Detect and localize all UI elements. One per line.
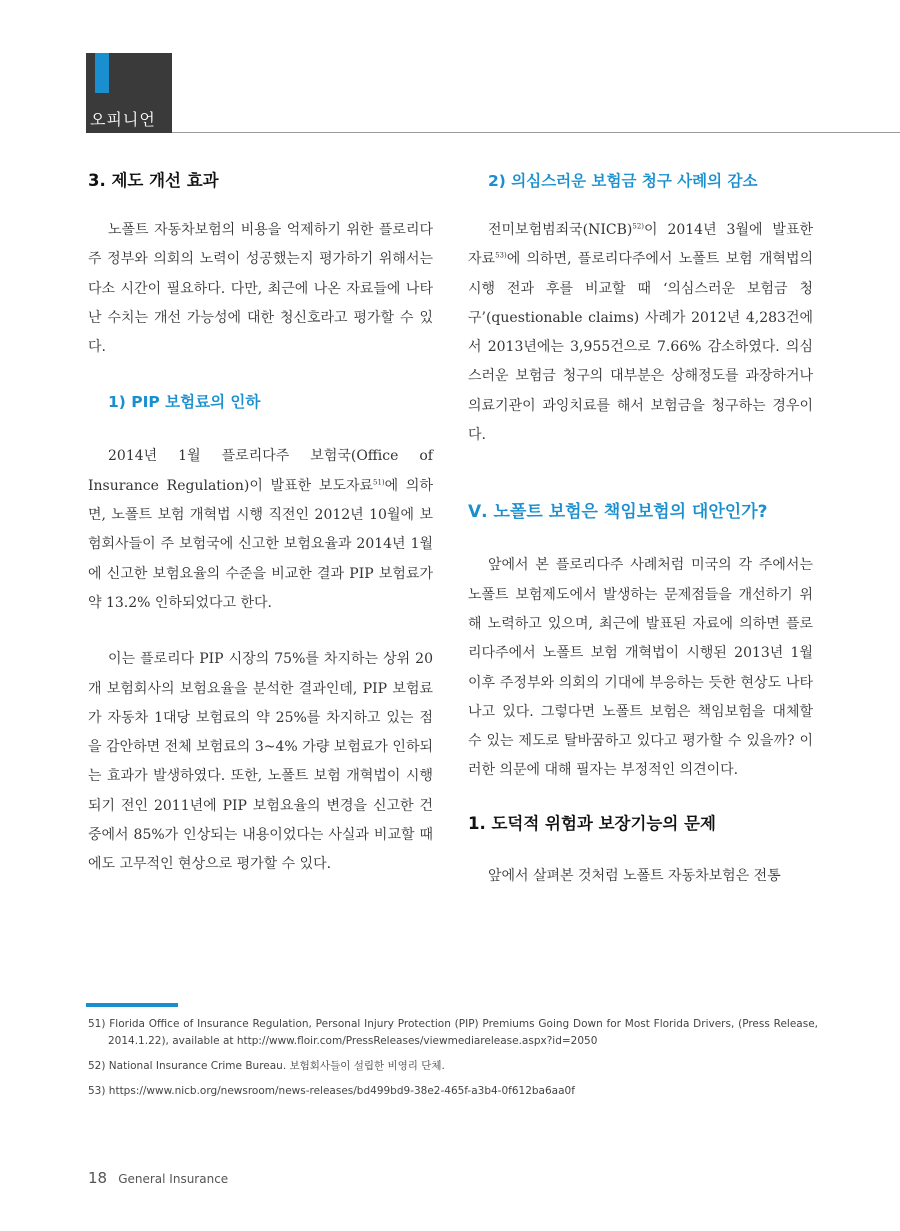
footnote-ref-51: 51) xyxy=(373,478,385,487)
footnotes xyxy=(88,1016,818,1108)
heading-system-improvement: 3. 제도 개선 효과 xyxy=(88,171,219,190)
footnote-ref-52: 52) xyxy=(632,222,645,231)
footnote-53: 53) https://www.nicb.org/newsroom/news-releases/bd499bd9-38e2-465f-a3b4-0f612ba6aa0f xyxy=(88,1085,575,1097)
footnote-ref-53: 53) xyxy=(495,251,507,260)
publication-name: General Insurance xyxy=(118,1172,229,1186)
paragraph-pip-premium xyxy=(88,442,433,618)
paragraph-nicb xyxy=(468,216,813,450)
page-number: 18 xyxy=(88,1169,108,1187)
paragraph-intro: 노폴트 자동차보험의 비용을 억제하기 위한 플로리다주 정부와 의회의 노력이 성공했는지 평가하기 위해서는 다소 시간이 필요하다. 다만, 최근에 나온 자료들에 나타난 수치는 개선 가능성에 대한 청신호라고 평가할 수 있다. xyxy=(88,222,433,356)
text-segment: 이 2014년 3월에 발표한 자료 xyxy=(468,222,813,268)
heading-no-fault-alternative: Ⅴ. 노폴트 보험은 책임보험의 대안인가? xyxy=(468,502,768,523)
footnote-52: 52) National Insurance Crime Bureau. 보험회사들이 설립한 비영리 단체. xyxy=(88,1060,445,1072)
section-label: 오피니언 xyxy=(90,110,156,129)
footnote-51: 51) Florida Office of Insurance Regulation, Personal Injury Protection (PIP) Premiums Going Down for Most Florida Drivers, (Press Release, 2014.1.22), available at http://www.floir.com/PressReleases/viewmediarelease.aspx?id=2050 xyxy=(88,1018,818,1047)
header-rule xyxy=(172,132,900,133)
heading-questionable-claims: 2) 의심스러운 보험금 청구 사례의 감소 xyxy=(488,172,758,190)
footnote-rule xyxy=(86,1003,178,1007)
right-column xyxy=(468,168,813,891)
paragraph-no-fault-alternative: 앞에서 본 플로리다주 사례처럼 미국의 각 주에서는 노폴트 보험제도에서 발생하는 문제점들을 개선하기 위해 노력하고 있으며, 최근에 발표된 자료에 의하면 플로리다주에서 노폴트 보험 개혁법이 시행된 2013년 1월 이후 주정부와 의회의 기대에 부응하는 듯한 현상도 나타나고 있다. 그렇다면 노폴트 보험은 책임보험을 대체할 수 있는 제도로 탈바꿈하고 있다고 평가할 수 있을까? 이러한 의문에 대해 필자는 부정적인 의견이다. xyxy=(468,557,813,779)
section-tab-accent xyxy=(95,53,109,93)
text-segment: 2014년 1월 플로리다주 보험국(Office of Insurance Regulation)이 발표한 보도자료 xyxy=(88,448,433,494)
heading-moral-hazard: 1. 도덕적 위험과 보장기능의 문제 xyxy=(468,813,716,833)
paragraph-moral-hazard: 앞에서 살펴본 것처럼 노폴트 자동차보험은 전통 xyxy=(488,867,781,884)
heading-pip-premium: 1) PIP 보험료의 인하 xyxy=(108,393,261,412)
text-segment: 에 의하면, 노폴트 보험 개혁법 시행 직전인 2012년 10월에 보험회사들이 주 보험국에 신고한 보험요율과 2014년 1월에 신고한 보험요율의 수준을 비교한 결과 PIP 보험료가 약 13.2% 인하되었다고 한다. xyxy=(88,477,433,611)
paragraph-pip-analysis: 이는 플로리다 PIP 시장의 75%를 차지하는 상위 20개 보험회사의 보험요율을 분석한 결과인데, PIP 보험료가 자동차 1대당 보험료의 약 25%를 차지하고 있는 점을 감안하면 전체 보험료의 3~4% 가량 보험료가 인하되는 효과가 발생하였다. 또한, 노폴트 보험 개혁법이 시행되기 전인 2011년에 PIP 보험요율의 변경을 신고한 건 중에서 85%가 인상되는 내용이었다는 사실과 비교할 때에도 고무적인 현상으로 평가할 수 있다. xyxy=(88,651,433,873)
left-column xyxy=(88,168,433,880)
text-segment: 에 의하면, 플로리다주에서 노폴트 보험 개혁법의 시행 전과 후를 비교할 때 ‘의심스러운 보험금 청구’(questionable claims) 사례가 2012년 4,283건에서 2013년에는 3,955건으로 7.66% 감소하였다. 의심스러운 보험금 청구의 대부분은 상해정도를 과장하거나 의료기관이 과잉치료를 해서 보험금을 청구하는 경우이다. xyxy=(468,251,813,444)
page-footer xyxy=(88,1168,228,1187)
text-segment: 전미보험범죄국(NICB) xyxy=(488,222,633,238)
